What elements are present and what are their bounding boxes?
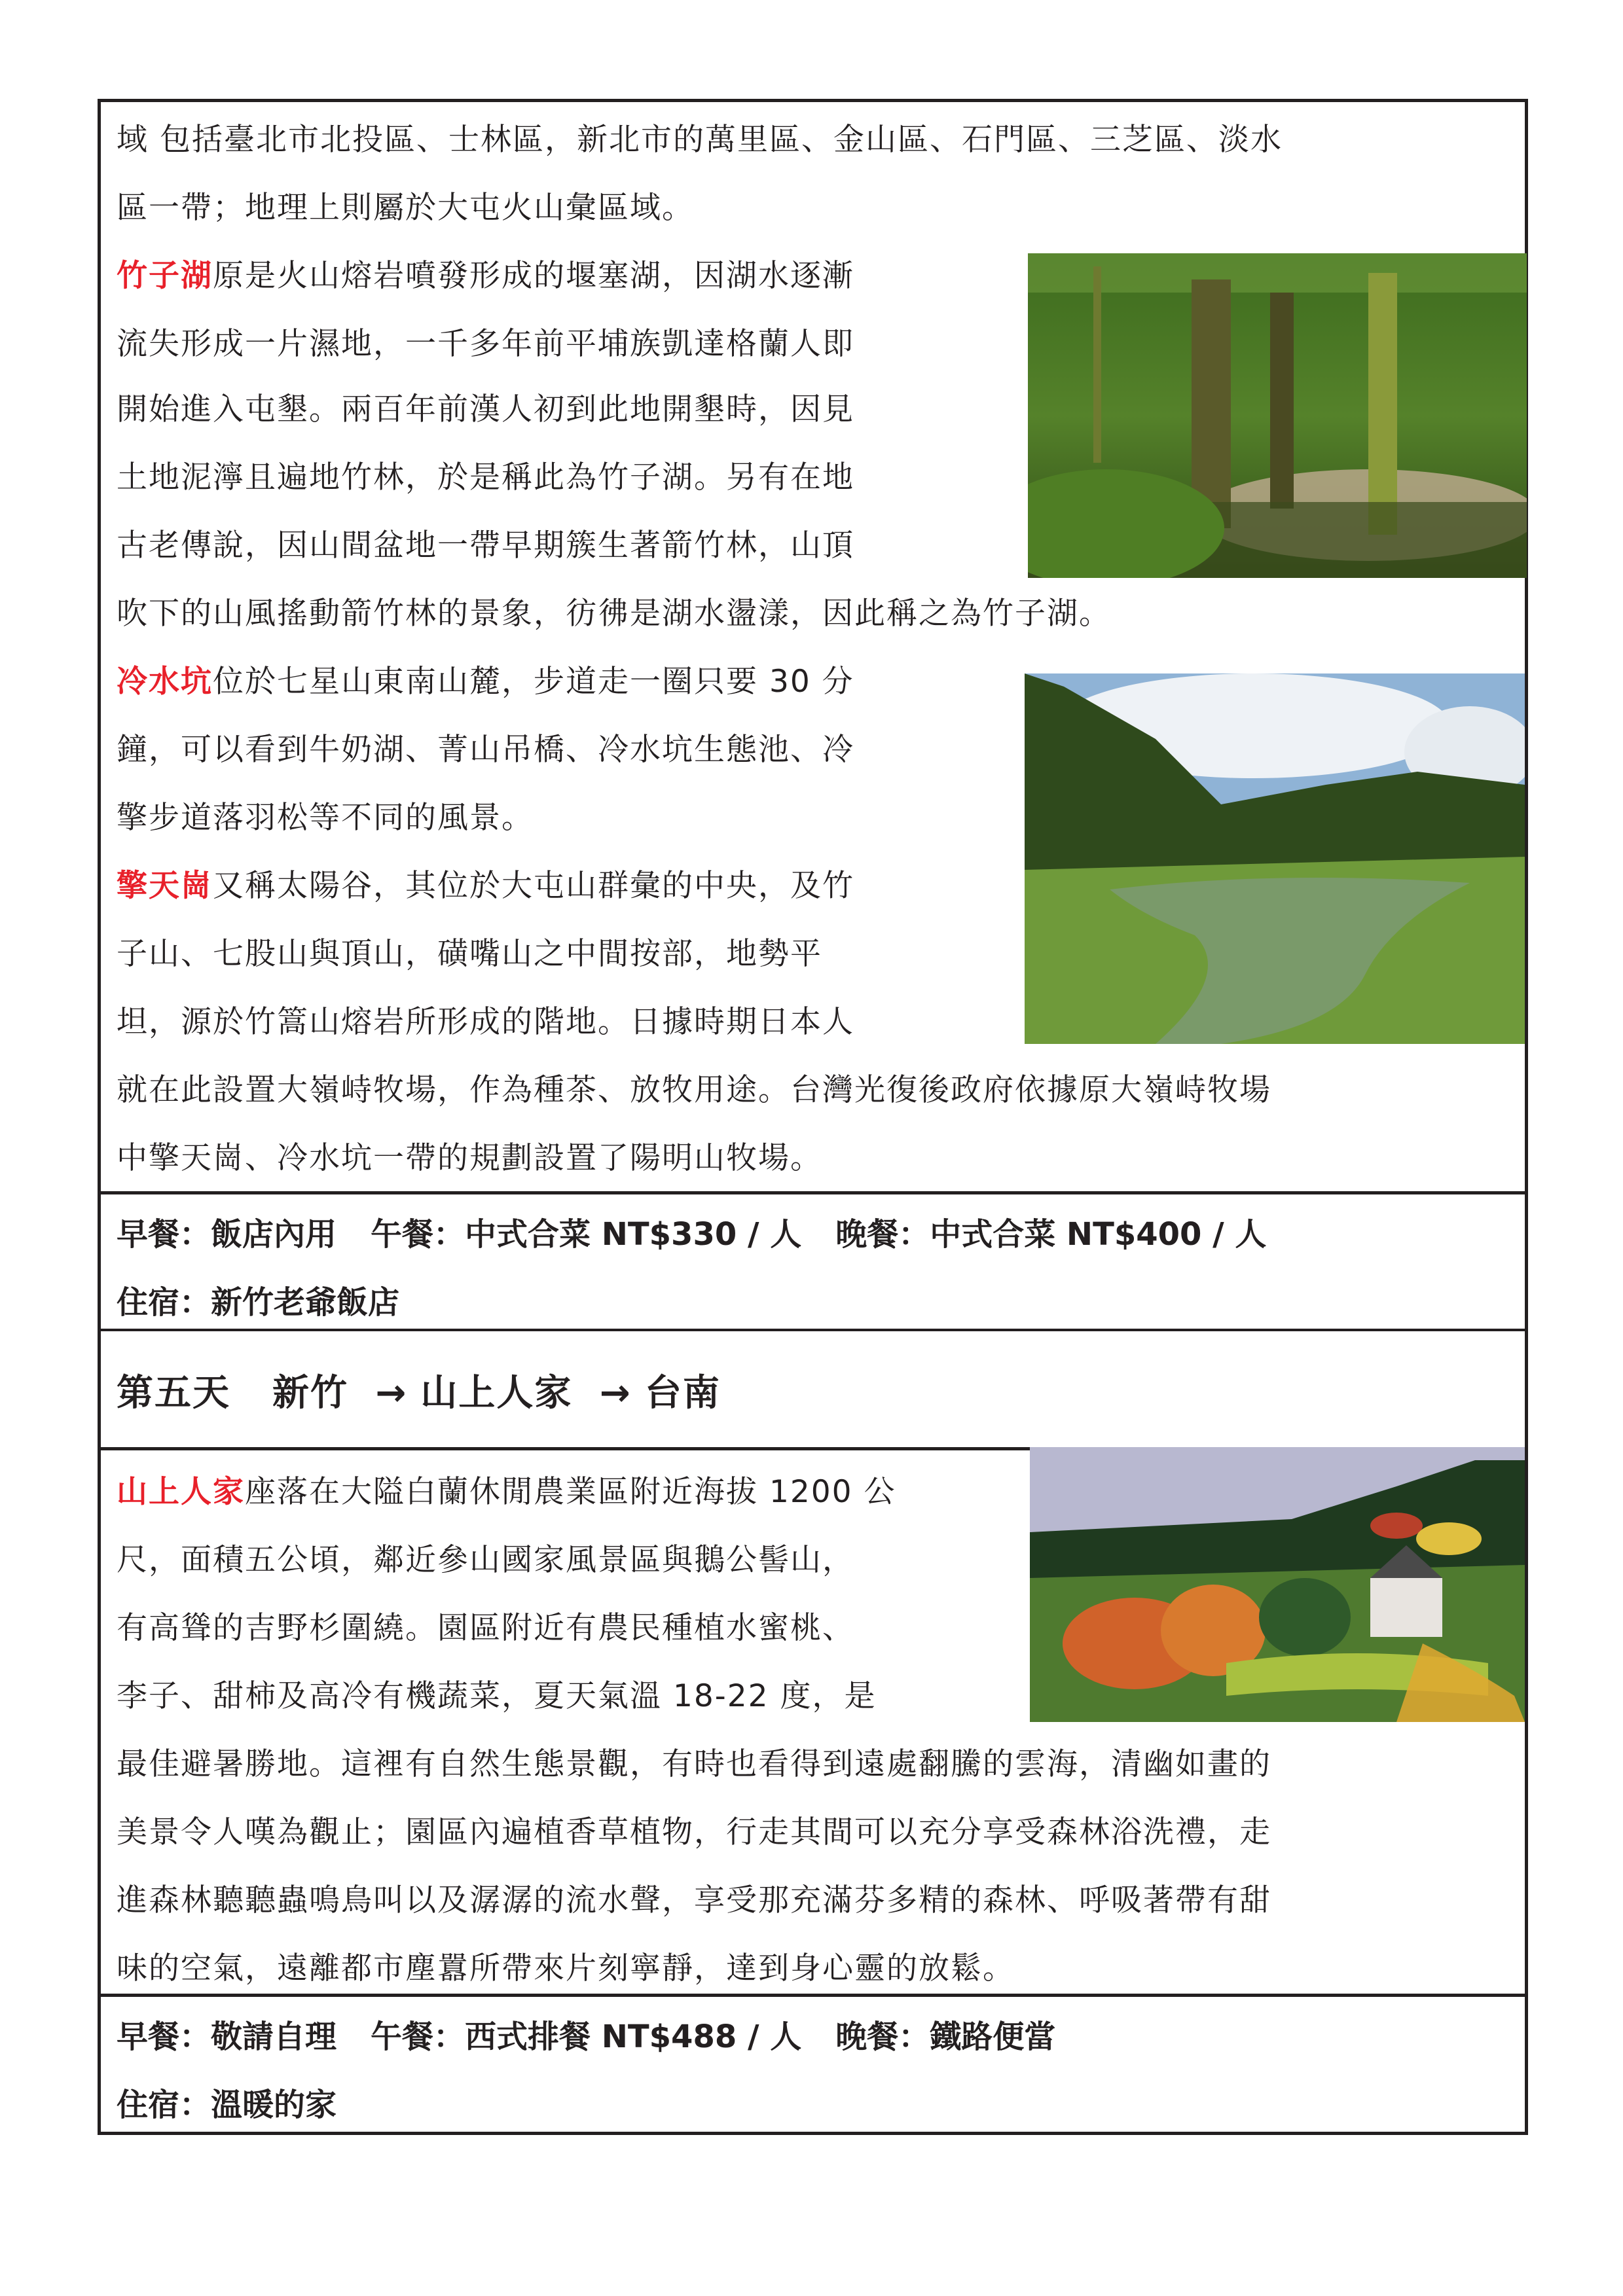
forest-image-icon (1028, 253, 1527, 578)
itinerary-table (98, 99, 1528, 2135)
dinner-info: 晚餐：中式合菜 NT$400 / 人 (835, 1216, 1267, 1253)
qingtiangang-line-2: 子山、七股山與頂山，磺嘴山之中間按部，地勢平 (117, 936, 822, 972)
shanshang-line-8: 味的空氣，遠離都市塵囂所帶來片刻寧靜，達到身心靈的放鬆。 (117, 1950, 1015, 1986)
zhuzihu-title: 竹子湖 (117, 258, 213, 294)
lunch-info: 午餐：西式排餐 NT$488 / 人 (371, 2018, 802, 2055)
meals-day5 (101, 1997, 1525, 2132)
farm-photo (1030, 1447, 1525, 1722)
section-shanshang (101, 1450, 1525, 1994)
route-stop-3: 台南 (644, 1372, 721, 1414)
arrow-right-icon: → (375, 1372, 408, 1414)
breakfast-info: 早餐：敬請自理 (117, 2018, 337, 2055)
dinner-info: 晚餐：鐵路便當 (835, 2018, 1056, 2055)
zhuzihu-text: 原是火山熔岩噴發形成的堰塞湖，因湖水逐漸 (213, 258, 854, 294)
shanshang-line-5: 最佳避暑勝地。這裡有自然生態景觀，有時也看得到遠處翻騰的雲海，清幽如畫的 (117, 1746, 1271, 1782)
lengshuikeng-text: 位於七星山東南山麓，步道走一圈只要 30 分 (213, 664, 854, 700)
shanshang-title: 山上人家 (117, 1474, 245, 1510)
lengshuikeng-line-2: 鐘，可以看到牛奶湖、菁山吊橋、冷水坑生態池、冷 (117, 732, 854, 768)
qingtiangang-text: 又稱太陽谷，其位於大屯山群彙的中央，及竹 (213, 868, 854, 904)
qingtiangang-line-3: 坦，源於竹篙山熔岩所形成的階地。日據時期日本人 (117, 1004, 854, 1040)
shanshang-line-6: 美景令人嘆為觀止；園區內遍植香草植物，行走其間可以充分享受森林浴洗禮，走 (117, 1814, 1271, 1850)
lake-image-icon (1025, 673, 1525, 1044)
qingtiangang-line-1 (117, 852, 854, 920)
forest-photo (1028, 253, 1527, 578)
shanshang-line-3: 有高聳的吉野杉圍繞。園區附近有農民種植水蜜桃、 (117, 1610, 854, 1646)
lengshuikeng-line-1 (117, 648, 854, 716)
arrow-right-icon: → (599, 1372, 632, 1414)
lodging-info: 住宿：溫暖的家 (117, 2087, 337, 2123)
zhuzihu-line-3: 開始進入屯墾。兩百年前漢人初到此地開墾時，因見 (117, 391, 854, 427)
lengshuikeng-line-3: 擎步道落羽松等不同的風景。 (117, 800, 534, 836)
meals-row (117, 1209, 1266, 1254)
section-yangmingshan (101, 102, 1525, 1191)
shanshang-line-2: 尺，面積五公頃，鄰近參山國家風景區與鵝公髻山， (117, 1542, 854, 1578)
lake-photo (1025, 673, 1525, 1044)
shanshang-line-4: 李子、甜柿及高冷有機蔬菜，夏天氣溫 18-22 度，是 (117, 1678, 877, 1714)
day-title-row (117, 1364, 721, 1416)
zhuzihu-line-2: 流失形成一片濕地，一千多年前平埔族凱達格蘭人即 (117, 326, 854, 362)
lengshuikeng-title: 冷水坑 (117, 664, 213, 700)
shanshang-line-1 (117, 1458, 896, 1526)
route-stop-1: 新竹 (272, 1372, 348, 1414)
zhuzihu-line-4: 土地泥濘且遍地竹林，於是稱此為竹子湖。另有在地 (117, 459, 854, 495)
qingtiangang-line-5: 中擎天崗、冷水坑一帶的規劃設置了陽明山牧場。 (117, 1140, 822, 1176)
shanshang-line-7: 進森林聽聽蟲鳴鳥叫以及潺潺的流水聲，享受那充滿芬多精的森林、呼吸著帶有甜 (117, 1882, 1271, 1918)
day-header (101, 1331, 1525, 1447)
farm-image-icon (1030, 1447, 1525, 1722)
zhuzihu-line-5: 古老傳說，因山間盆地一帶早期簇生著箭竹林，山頂 (117, 528, 854, 564)
route-stop-2: 山上人家 (420, 1372, 573, 1414)
zhuzihu-line-6: 吹下的山風搖動箭竹林的景象，彷彿是湖水盪漾，因此稱之為竹子湖。 (117, 596, 1111, 632)
qingtiangang-title: 擎天崗 (117, 868, 213, 904)
zhuzihu-line-1 (117, 242, 854, 310)
shanshang-text: 座落在大隘白蘭休閒農業區附近海拔 1200 公 (245, 1474, 896, 1510)
meals-day4 (101, 1194, 1525, 1329)
day-label: 第五天 (117, 1372, 230, 1414)
intro-line-1: 域 包括臺北市北投區、士林區，新北市的萬里區、金山區、石門區、三芝區、淡水 (117, 122, 1283, 158)
lunch-info: 午餐：中式合菜 NT$330 / 人 (371, 1216, 802, 1253)
lodging-info: 住宿：新竹老爺飯店 (117, 1284, 400, 1321)
intro-line-2: 區一帶；地理上則屬於大屯火山彙區域。 (117, 190, 694, 226)
breakfast-info: 早餐：飯店內用 (117, 1216, 337, 1253)
meals-row (117, 2011, 1055, 2056)
qingtiangang-line-4: 就在此設置大嶺峙牧場，作為種茶、放牧用途。台灣光復後政府依據原大嶺峙牧場 (117, 1072, 1271, 1108)
